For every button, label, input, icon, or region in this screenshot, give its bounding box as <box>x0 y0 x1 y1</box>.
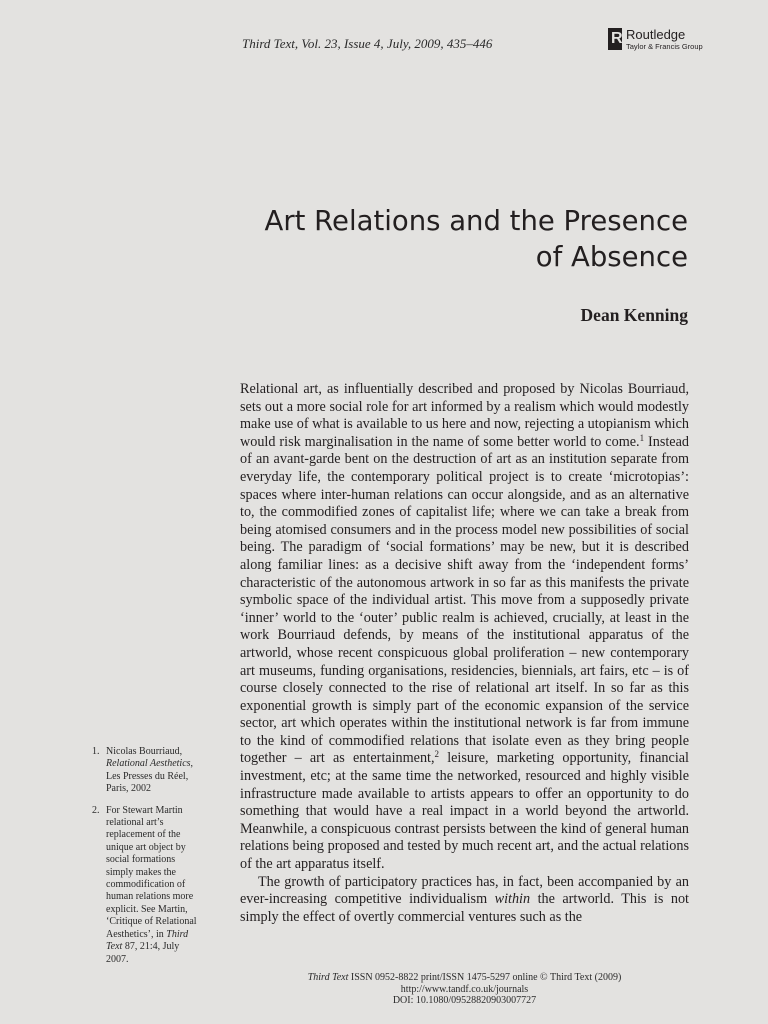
article-body <box>240 381 689 926</box>
footer-doi: DOI: 10.1080/09528820903007727 <box>392 995 537 1006</box>
article-title <box>208 203 688 275</box>
publisher-name: Routledge <box>626 27 686 42</box>
footer-issn: Third Text ISSN 0952-8822 print/ISSN 1475-5297 online © Third Text (2009) <box>307 972 622 983</box>
footnote <box>92 746 204 796</box>
page-footer <box>240 972 689 1007</box>
publisher-group: Taylor & Francis Group <box>626 42 703 51</box>
body-text-segment: leisure, marketing opportunity, financial investment, etc; at the same time the networked, resourced and highly visible infrastructure made available to artists appears to offer an opportunity to do something that would have a real impact in a world beyond the artworld. Meanwhile, a conspicuous contrast persists between the kind of general human relations being proposed and tested by much recent art, and the actual relations of the art apparatus itself. <box>240 750 689 873</box>
body-paragraph <box>240 874 689 927</box>
article-title-line-1: Art Relations and the Presence <box>264 205 688 237</box>
footer-url[interactable]: http://www.tandf.co.uk/journals <box>400 983 529 995</box>
footnote-text: For Stewart Martin relational art’s replacement of the unique art object by social formations simply makes the commodification of human relations more explicit. See Martin, ‘Critique of Relational Aesthetics’, in Third Text 87, 21:4, July 2007. <box>106 804 197 965</box>
footnote-text: Nicolas Bourriaud, Relational Aesthetics, Les Presses du Réel, Paris, 2002 <box>106 746 194 795</box>
body-text-segment: The growth of participatory practices has, in fact, been accompanied by an ever-increasing competitive individualism <box>240 873 689 908</box>
footnote-number: 1. <box>92 746 100 757</box>
footnote <box>92 805 204 966</box>
footnote-number: 2. <box>92 804 100 816</box>
routledge-logo-icon: R <box>608 28 622 50</box>
emphasis: within <box>494 891 531 908</box>
body-text-segment: the artworld. This is not simply the effect of overtly commercial ventures such as the <box>240 891 689 925</box>
footnote-ref[interactable]: 1 <box>639 432 645 443</box>
journal-citation: Third Text, Vol. 23, Issue 4, July, 2009, 435–446 <box>242 36 493 51</box>
publisher-logo <box>608 28 708 54</box>
article-title-line-2: of Absence <box>535 241 688 273</box>
body-paragraph <box>240 381 689 874</box>
article-author: Dean Kenning <box>580 305 688 325</box>
footnotes <box>92 746 204 975</box>
footnote-ref[interactable]: 2 <box>434 749 440 760</box>
body-text-segment: Instead of an avant-garde bent on the destruction of art as an institution separate from everyday life, the contemporary political project is to create ‘microtopias’: spaces where inter-human relations can occur alongside, and as an alternative to, the commodified zones of capitalist life; where we can take a break from being atomised consumers and in the process model new possibilities of social being. The paradigm of ‘social formations’ may be new, but it is described along familiar lines: as a decisive shift away from the ‘independent forms’ characteristic of the autonomous artwork in so far as this manifests the private symbolic space of the individual artist. This move from a supposedly private ‘inner’ world to the ‘outer’ public realm is achieved, crucially, at least in the work Bourriaud defends, by means of the institutional apparatus of the artworld, whose recent conspicuous global proliferation – new contemporary art museums, funding organisations, residencies, biennials, art fairs, etc – is of course closely connected to the rise of relational art itself. In so far as this exponential growth is simply part of the economic expansion of the service sector, art which operates within the institutional network is far from immune to the kind of commodified relations that isolate even as they bring people together – art as entertainment, <box>240 433 689 767</box>
body-text-segment: Relational art, as influentially described and proposed by Nicolas Bourriaud, sets out a more social role for art informed by a realism which would modestly make use of what is available to us here and now, rejecting a utopianism which would risk marginalisation in the name of some better world to come. <box>240 381 689 450</box>
